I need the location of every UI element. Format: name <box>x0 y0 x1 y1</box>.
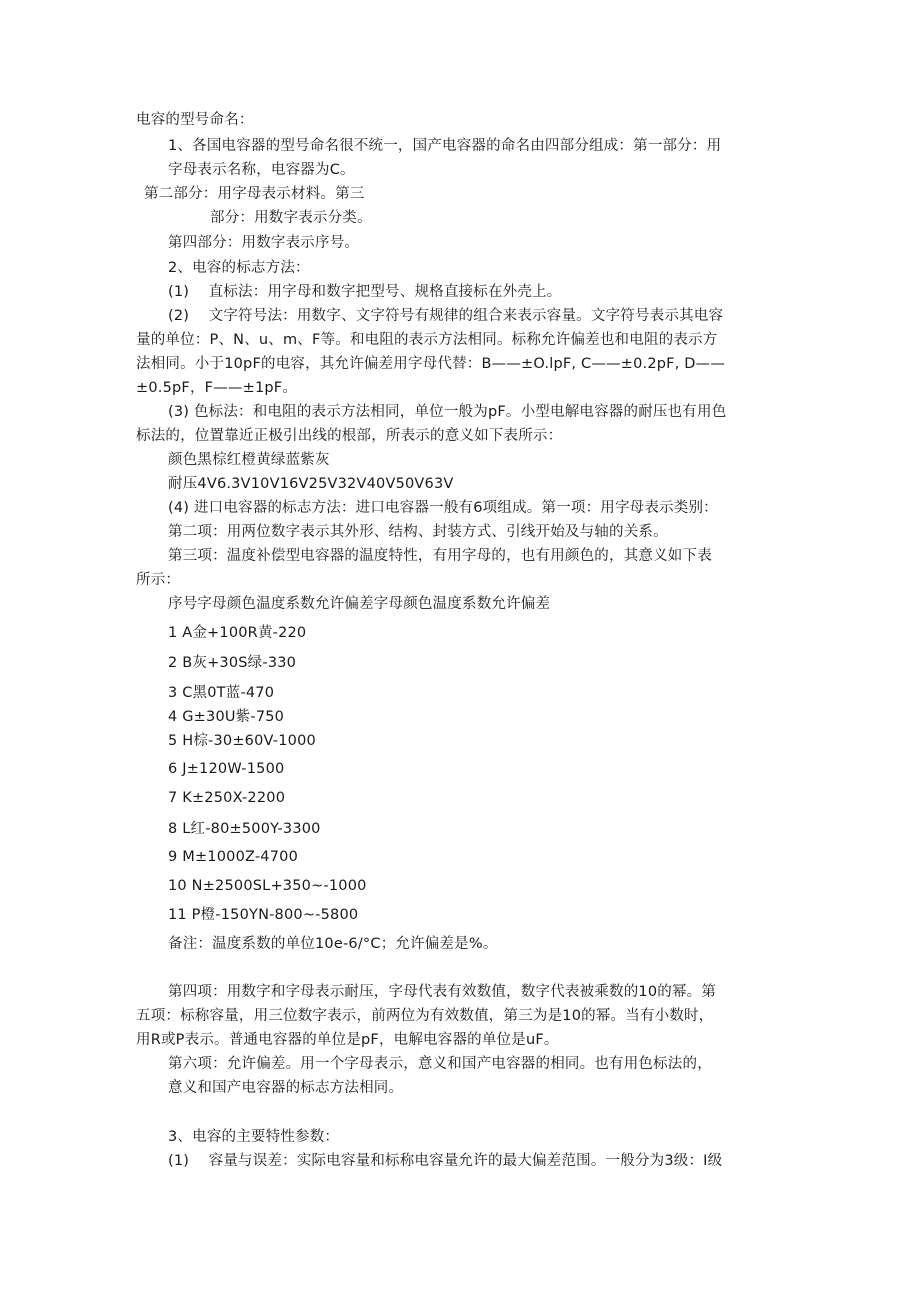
section-title: 3、电容的主要特性参数： <box>168 1129 340 1145</box>
text-line: 部分：用数字表示分类。 <box>210 210 372 226</box>
text-line: (4) 进口电容器的标志方法：进口电容器一般有6项组成。第一项：用字母表示类别： <box>168 500 718 516</box>
text-line: 意义和国产电容器的标志方法相同。 <box>168 1080 404 1096</box>
text-line: 颜色黑棕红橙黄绿蓝紫灰 <box>168 452 330 468</box>
text-line: 1、各国电容器的型号命名很不统一，国产电容器的命名由四部分组成：第一部分：用 <box>168 138 722 154</box>
table-row: 1 A金+100R黄-220 <box>168 625 307 641</box>
text-line: 耐压4V6.3V10V16V25V32V40V50V63V <box>168 476 454 492</box>
text-line: 所示： <box>136 572 181 588</box>
text-line: 量的单位：P、N、u、m、F等。和电阻的表示方法相同。标称允许偏差也和电阻的表示方 <box>136 332 718 348</box>
table-row: 7 K±250X-2200 <box>168 790 286 806</box>
section-title: 电容的型号命名： <box>136 112 254 128</box>
text-line: (1) 直标法：用字母和数字把型号、规格直接标在外壳上。 <box>168 284 562 300</box>
text-line: 第二部分：用字母表示材料。第三 <box>144 186 365 202</box>
table-row: 2 B灰+30S绿-330 <box>168 655 297 671</box>
table-row: 3 C黑0T蓝-470 <box>168 685 275 701</box>
text-line: 第六项：允许偏差。用一个字母表示，意义和国产电容器的相同。也有用色标法的， <box>168 1056 712 1072</box>
text-line: 第四部分：用数字表示序号。 <box>168 235 360 251</box>
text-line: 字母表示名称，电容器为C。 <box>168 162 355 178</box>
text-line: 第三项：温度补偿型电容器的温度特性，有用字母的，也有用颜色的，其意义如下表 <box>168 548 712 564</box>
table-row: 9 M±1000Z-4700 <box>168 849 299 865</box>
table-row: 5 H棕-30±60V-1000 <box>168 733 316 749</box>
table-row: 4 G±30U紫-750 <box>168 709 285 725</box>
text-line: (1) 容量与误差：实际电容量和标称电容量允许的最大偏差范围。一般分为3级：I级 <box>168 1153 723 1169</box>
text-line: 标法的，位置靠近正极引出线的根部，所表示的意义如下表所示： <box>136 428 563 444</box>
table-header: 序号字母颜色温度系数允许偏差字母颜色温度系数允许偏差 <box>168 596 551 612</box>
text-line: 备注：温度系数的单位10e-6/°C；允许偏差是%。 <box>168 936 498 952</box>
text-line: 五项：标称容量，用三位数字表示，前两位为有效数值，第三为是10的幂。当有小数时， <box>136 1008 714 1024</box>
text-line: (3) 色标法：和电阻的表示方法相同，单位一般为pF。小型电解电容器的耐压也有用色 <box>168 404 727 420</box>
table-row: 8 L红-80±500Y-3300 <box>168 821 321 837</box>
text-line: 法相同。小于10pF的电容，其允许偏差用字母代替：B——±O.lpF, C——±0.2pF, D—— <box>136 356 726 372</box>
text-line: ±0.5pF，F——±1pF。 <box>136 380 298 396</box>
text-line: (2) 文字符号法：用数字、文字符号有规律的组合来表示容量。文字符号表示其电容 <box>168 308 724 324</box>
text-line: 第二项：用两位数字表示其外形、结构、封装方式、引线开始及与轴的关系。 <box>168 524 668 540</box>
table-row: 6 J±120W-1500 <box>168 761 285 777</box>
text-line: 用R或P表示。普通电容器的单位是pF，电解电容器的单位是uF。 <box>136 1032 559 1048</box>
table-row: 10 N±2500SL+350~-1000 <box>168 878 367 894</box>
section-title: 2、电容的标志方法： <box>168 260 310 276</box>
text-line: 第四项：用数字和字母表示耐压，字母代表有效数值，数字代表被乘数的10的幂。第 <box>168 984 717 1000</box>
table-row: 11 P橙-150YN-800~-5800 <box>168 907 359 923</box>
